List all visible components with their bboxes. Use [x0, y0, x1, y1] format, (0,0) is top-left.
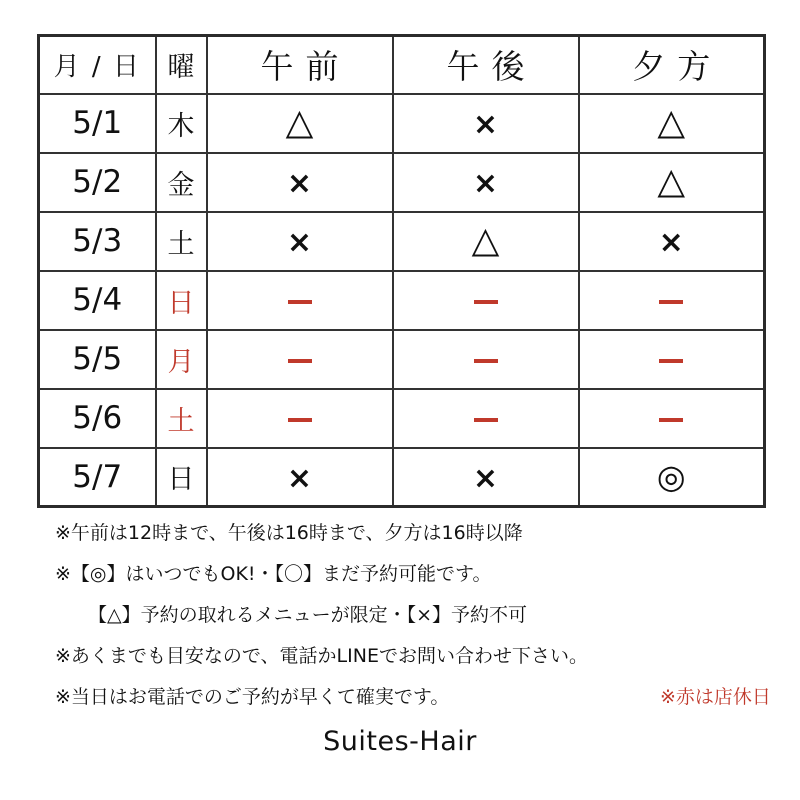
slot-afternoon	[393, 330, 579, 389]
cross-mark-icon: ×	[286, 225, 313, 260]
header-evening: 夕方	[579, 36, 765, 94]
dash-mark-icon	[474, 418, 498, 422]
note-holiday-legend: ※赤は店休日	[660, 686, 771, 708]
dash-mark-icon	[659, 300, 683, 304]
cross-mark-icon: ×	[286, 460, 313, 496]
table-row	[39, 389, 765, 448]
row-weekday: 金	[156, 153, 207, 212]
slot-evening	[579, 94, 765, 153]
slot-morning	[207, 271, 393, 330]
row-date: 5/7	[39, 448, 156, 507]
dash-mark-icon	[288, 418, 312, 422]
slot-evening	[579, 389, 765, 448]
slot-afternoon	[393, 448, 579, 507]
dash-mark-icon	[659, 359, 683, 363]
slot-morning	[207, 94, 393, 153]
row-date: 5/2	[39, 153, 156, 212]
row-date: 5/3	[39, 212, 156, 271]
slot-evening	[579, 153, 765, 212]
table-row	[39, 448, 765, 507]
row-weekday: 木	[156, 94, 207, 153]
reservation-schedule-table	[37, 34, 766, 508]
dash-mark-icon	[288, 300, 312, 304]
slot-evening	[579, 448, 765, 507]
slot-afternoon	[393, 271, 579, 330]
note-same-day: ※当日はお電話でのご予約が早くて確実です。	[55, 686, 450, 708]
triangle-mark-icon: △	[657, 161, 686, 202]
header-date: 月 / 日	[39, 36, 156, 94]
row-weekday: 月	[156, 330, 207, 389]
slot-morning	[207, 448, 393, 507]
row-weekday: 日	[156, 271, 207, 330]
slot-afternoon	[393, 94, 579, 153]
table-row	[39, 94, 765, 153]
slot-morning	[207, 212, 393, 271]
cross-mark-icon: ×	[658, 225, 684, 260]
note-time-ranges: ※午前は12時まで、午後は16時まで、夕方は16時以降	[55, 522, 523, 544]
slot-evening	[579, 212, 765, 271]
header-afternoon: 午後	[393, 36, 579, 94]
row-date: 5/4	[39, 271, 156, 330]
row-date: 5/1	[39, 94, 156, 153]
row-date: 5/6	[39, 389, 156, 448]
table-row	[39, 212, 765, 271]
header-weekday: 曜	[156, 36, 207, 94]
table-row	[39, 271, 765, 330]
triangle-mark-icon: △	[285, 102, 314, 143]
dash-mark-icon	[659, 418, 683, 422]
slot-afternoon	[393, 212, 579, 271]
table-row	[39, 330, 765, 389]
dash-mark-icon	[474, 300, 498, 304]
slot-morning	[207, 330, 393, 389]
slot-evening	[579, 271, 765, 330]
table-row	[39, 153, 765, 212]
header-morning: 午前	[207, 36, 393, 94]
salon-brand-name: Suites-Hair	[323, 726, 477, 757]
row-date: 5/5	[39, 330, 156, 389]
slot-morning	[207, 389, 393, 448]
note-legend-available: ※【◎】はいつでもOK!・【〇】まだ予約可能です。	[55, 563, 492, 585]
cross-mark-icon: ×	[286, 166, 313, 201]
note-legend-limited: 【△】予約の取れるメニューが限定・【×】予約不可	[88, 604, 528, 626]
note-contact: ※あくまでも目安なので、電話かLINEでお問い合わせ下さい。	[55, 645, 588, 667]
slot-afternoon	[393, 389, 579, 448]
row-weekday: 日	[156, 448, 207, 507]
table-header-row	[39, 36, 765, 94]
cross-mark-icon: ×	[472, 460, 499, 496]
slot-evening	[579, 330, 765, 389]
slot-morning	[207, 153, 393, 212]
cross-mark-icon: ×	[472, 107, 499, 142]
triangle-mark-icon: △	[471, 220, 500, 261]
row-weekday: 土	[156, 389, 207, 448]
row-weekday: 土	[156, 212, 207, 271]
slot-afternoon	[393, 153, 579, 212]
cross-mark-icon: ×	[472, 166, 499, 201]
dash-mark-icon	[474, 359, 498, 363]
triangle-mark-icon: △	[657, 102, 686, 143]
dash-mark-icon	[288, 359, 312, 363]
notes-section	[55, 513, 775, 718]
double-circle-mark-icon: ◎	[656, 456, 686, 496]
